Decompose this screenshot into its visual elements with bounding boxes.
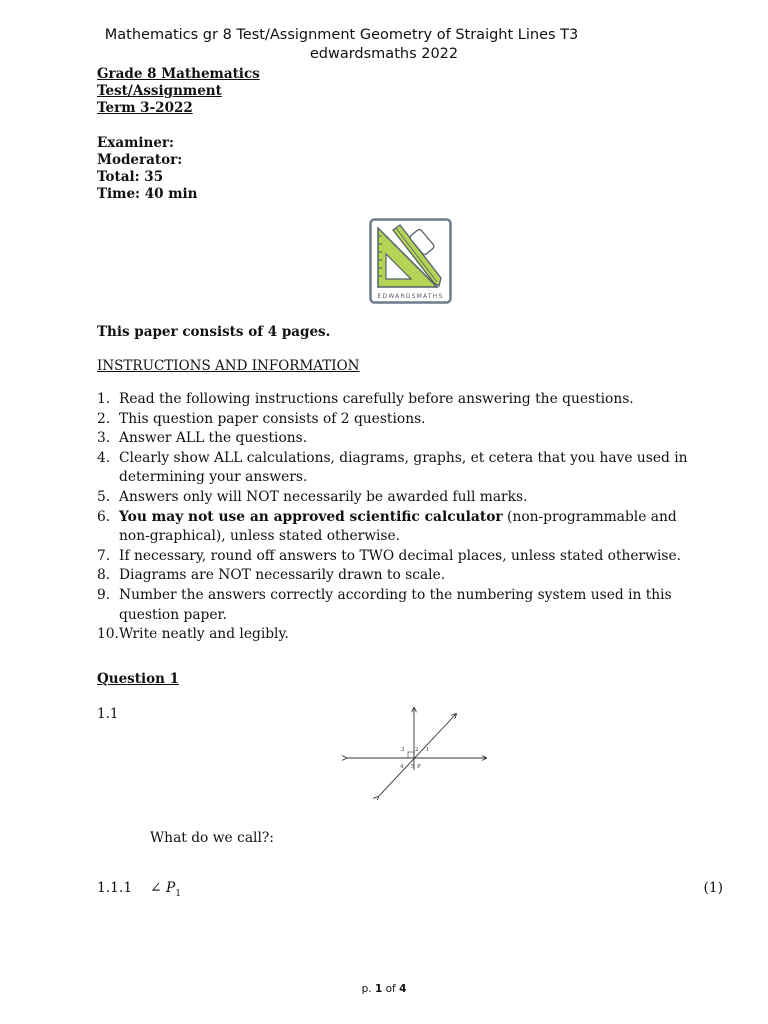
- header-line-2: edwardsmaths 2022: [309, 45, 459, 62]
- angle-label: 2: [415, 747, 419, 753]
- edwardsmaths-logo: [369, 218, 452, 304]
- angle-expression: ∠ $P_1$: [150, 880, 181, 899]
- list-item: 7. If necessary, round off answers to TWO decimal places, unless stated otherwise.: [97, 547, 682, 564]
- list-item: 1. Read the following instructions carefully before answering the questions.: [97, 391, 634, 407]
- angle-label: 5: [411, 764, 415, 770]
- list-item: 4. Clearly show ALL calculations, diagrams, graphs, et cetera that you have used in determining your answers.: [97, 449, 688, 486]
- angle-label: 3: [401, 747, 405, 753]
- instructions-list: [97, 390, 707, 645]
- pages-statement: This paper consists of 4 pages.: [97, 324, 331, 340]
- intersecting-lines-diagram: [336, 700, 496, 800]
- meta-examiner: Examiner:: [97, 134, 174, 151]
- page-footer: p. 1 of 4: [361, 983, 407, 995]
- angle-label: 4: [400, 764, 404, 770]
- point-label-p: P: [417, 764, 421, 770]
- page-header: [0, 26, 768, 63]
- angle-label: 1: [426, 747, 430, 753]
- logo-text: EDWARDSMATHS: [377, 293, 444, 300]
- list-item: 5. Answers only will NOT necessarily be awarded full marks.: [97, 488, 528, 505]
- list-item: 6. You may not use an approved scientific calculator (non-programmable and non-graphical), unless stated otherwise.: [97, 508, 677, 545]
- list-item: 8. Diagrams are NOT necessarily drawn to scale.: [97, 567, 446, 584]
- meta-moderator: Moderator:: [97, 151, 183, 168]
- header-line-1: Mathematics gr 8 Test/Assignment Geometry of Straight Lines T3: [104, 27, 579, 43]
- question-mark-allocation: (1): [703, 880, 723, 896]
- question-1-1-number: 1.1: [97, 706, 119, 722]
- question-1-1-1: [97, 880, 181, 899]
- transversal-line: [378, 714, 456, 797]
- paper-meta: [97, 66, 260, 203]
- meta-grade: Grade 8 Mathematics: [97, 66, 260, 82]
- instructions-title: INSTRUCTIONS AND INFORMATION: [97, 358, 360, 374]
- list-item: 9. Number the answers correctly according to the numbering system used in this question paper.: [97, 586, 672, 623]
- question-1-title: Question 1: [97, 671, 180, 687]
- question-number: 1.1.1: [97, 880, 133, 896]
- list-item: 10. Write neatly and legibly.: [97, 626, 289, 643]
- list-item: 2. This question paper consists of 2 questions.: [97, 410, 426, 427]
- meta-total: Total: 35: [97, 169, 164, 186]
- meta-term: Term 3-2022: [97, 100, 193, 117]
- question-prompt: What do we call?:: [150, 830, 274, 846]
- meta-type: Test/Assignment: [97, 83, 222, 100]
- right-angle-mark: [408, 752, 414, 758]
- meta-time: Time: 40 min: [97, 186, 198, 203]
- list-item: 3. Answer ALL the questions.: [97, 430, 308, 447]
